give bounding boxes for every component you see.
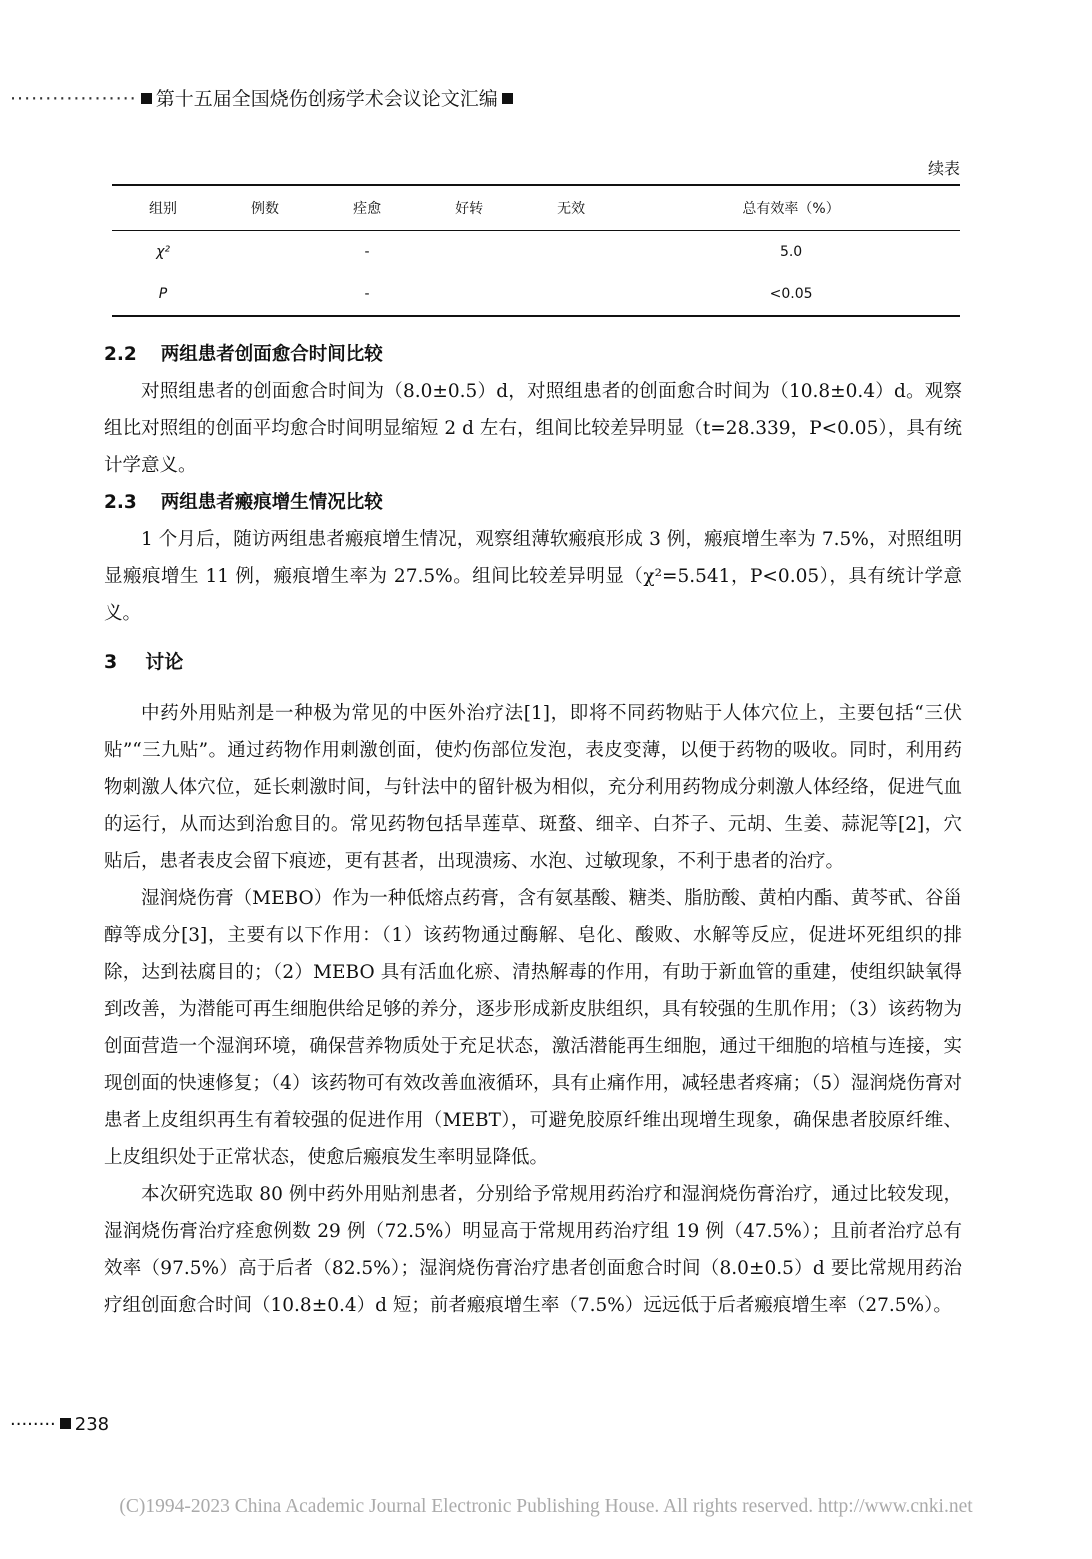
table-cell xyxy=(520,231,622,274)
table-header-row xyxy=(112,185,960,231)
paragraph: 中药外用贴剂是一种极为常见的中医外治疗法[1]，即将不同药物贴于人体穴位上，主要包括“三伏贴”“三九贴”。通过药物作用刺激创面，使灼伤部位发泡，表皮变薄，以便于药物的吸收。同时，利用药物刺激人体穴位，延长刺激时间，与针法中的留针极为相似，充分利用药物成分刺激人体经络，促进气血的运行，从而达到治愈目的。常见药物包括旱莲草、斑蝥、细辛、白芥子、元胡、生姜、蒜泥等[2]，穴贴后，患者表皮会留下痕迹，更有甚者，出现溃疡、水泡、过敏现象，不利于患者的治疗。 xyxy=(104,703,962,872)
square-bullet-icon xyxy=(60,1418,71,1429)
col-cases: 例数 xyxy=(251,201,280,217)
header-title: 第十五届全国烧伤创疡学术会议论文汇编 xyxy=(155,88,498,110)
running-header xyxy=(10,84,517,111)
section-number: 2.3 xyxy=(104,492,137,513)
paragraph: 湿润烧伤膏（MEBO）作为一种低熔点药膏，含有氨基酸、糖类、脂肪酸、黄柏内酯、黄芩甙、谷甾醇等成分[3]，主要有以下作用：（1）该药物通过酶解、皂化、酸败、水解等反应，促进坏死组织的排除，达到祛腐目的；（2）MEBO 具有活血化瘀、清热解毒的作用，有助于新血管的重建，使组织缺氧得到改善，为潜能可再生细胞供给足够的养分，逐步形成新皮肤组织，具有较强的生肌作用；（3）该药物为创面营造一个湿润环境，确保营养物质处于充足状态，激活潜能再生细胞，通过干细胞的培植与连接，实现创面的快速修复；（4）该药物可有效改善血液循环，具有止痛作用，减轻患者疼痛；（5）湿润烧伤膏对患者上皮组织再生有着较强的促进作用（MEBT），可避免胶原纤维出现增生现象，确保患者胶原纤维、上皮组织处于正常状态，使愈后瘢痕发生率明显降低。 xyxy=(104,888,962,1168)
table-cell xyxy=(214,231,316,274)
table-cell: χ² xyxy=(156,244,170,260)
table-cell xyxy=(418,273,520,316)
square-bullet-icon xyxy=(502,93,513,104)
table-cell xyxy=(418,231,520,274)
table-row xyxy=(112,231,960,274)
section-number: 2.2 xyxy=(104,344,137,365)
table-cell: - xyxy=(364,244,370,260)
section-title: 两组患者瘢痕增生情况比较 xyxy=(160,492,383,513)
discussion-heading xyxy=(104,644,962,681)
paragraph: 1 个月后，随访两组患者瘢痕增生情况，观察组薄软瘢痕形成 3 例，瘢痕增生率为 7.5%，对照组明显瘢痕增生 11 例，瘢痕增生率为 27.5%。组间比较差异明显（χ²=5.541，P<0.05），具有统计学意义。 xyxy=(104,529,962,624)
col-total-rate: 总有效率（%） xyxy=(742,201,840,217)
paragraph: 对照组患者的创面愈合时间为（8.0±0.5）d，对照组患者的创面愈合时间为（10.8±0.4）d。观察组比对照组的创面平均愈合时间明显缩短 2 d 左右，组间比较差异明显（t=28.339，P<0.05），具有统计学意义。 xyxy=(104,381,962,476)
copyright-notice: (C)1994-2023 China Academic Journal Electronic Publishing House. All rights reserved. http://www.cnki.net xyxy=(119,1496,973,1517)
col-improved: 好转 xyxy=(455,201,484,217)
col-group: 组别 xyxy=(149,201,178,217)
section-heading xyxy=(104,484,962,521)
table-cell: 5.0 xyxy=(779,244,803,260)
section-number: 3 xyxy=(104,651,118,673)
header-dots: ·················· xyxy=(10,88,137,110)
page-footer xyxy=(10,1414,109,1435)
section-title: 讨论 xyxy=(145,651,184,673)
body-text xyxy=(104,336,962,1324)
table-cell xyxy=(214,273,316,316)
table-cell xyxy=(520,273,622,316)
paragraph: 本次研究选取 80 例中药外用贴剂患者，分别给予常规用药治疗和湿润烧伤膏治疗，通过比较发现，湿润烧伤膏治疗痊愈例数 29 例（72.5%）明显高于常规用药治疗组 19 例（47.5%）；且前者治疗总有效率（97.5%）高于后者（82.5%）；湿润烧伤膏治疗患者创面愈合时间（8.0±0.5）d 要比常规用药治疗组创面愈合时间（10.8±0.4）d 短；前者瘢痕增生率（7.5%）远远低于后者瘢痕增生率（27.5%）。 xyxy=(104,1184,962,1316)
table-cell: P xyxy=(158,286,168,302)
col-ineffective: 无效 xyxy=(557,201,586,217)
square-bullet-icon xyxy=(141,93,152,104)
results-table xyxy=(112,184,960,317)
table-caption: 续表 xyxy=(927,159,960,178)
section-title: 两组患者创面愈合时间比较 xyxy=(160,344,383,365)
footer-dots: ········ xyxy=(10,1414,56,1435)
page-number: 238 xyxy=(74,1414,110,1435)
section-heading xyxy=(104,336,962,373)
table-row xyxy=(112,273,960,316)
table-cell: - xyxy=(364,286,370,302)
col-cured: 痊愈 xyxy=(353,201,382,217)
table-cell: <0.05 xyxy=(769,286,813,302)
